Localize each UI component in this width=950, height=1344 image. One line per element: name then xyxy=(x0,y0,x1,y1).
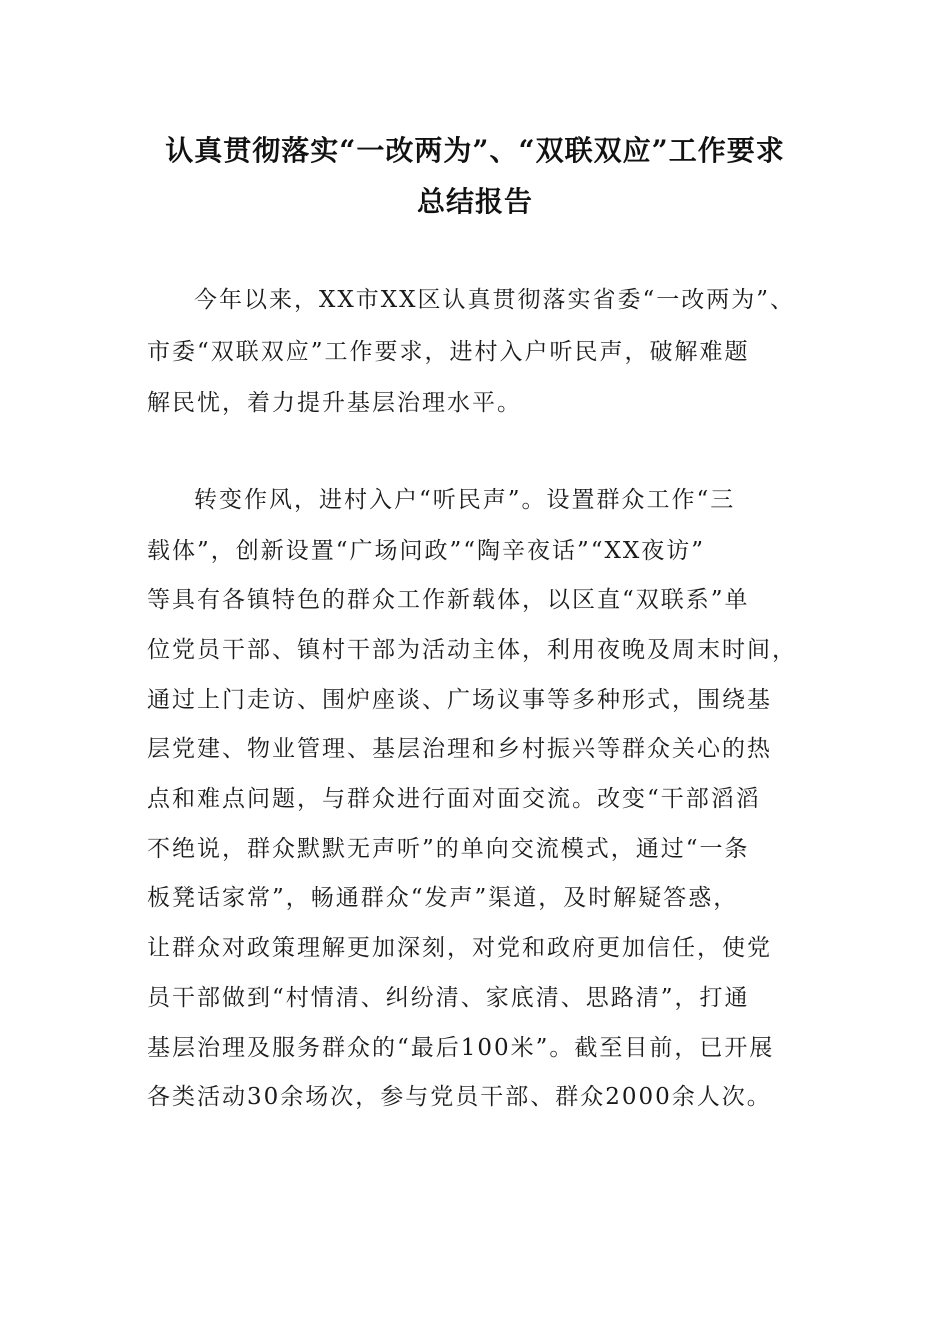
paragraph-2-line: 板凳话家常”，畅通群众“发声”渠道，及时解疑答惑， xyxy=(147,885,739,911)
paragraph-2-line: 等具有各镇特色的群众工作新载体，以区直“双联系”单 xyxy=(147,587,750,613)
document-title-line-2: 总结报告 xyxy=(416,185,533,218)
paragraph-1-line: 市委“双联双应”工作要求，进村入户听民声，破解难题 xyxy=(147,339,750,365)
paragraph-2-line: 层党建、物业管理、基层治理和乡村振兴等群众关心的热 xyxy=(147,736,772,762)
paragraph-1-line: 解民忧，着力提升基层治理水平。 xyxy=(147,390,522,416)
paragraph-2-line: 点和难点问题，与群众进行面对面交流。改变“干部滔滔 xyxy=(147,786,761,812)
paragraph-2-line: 位党员干部、镇村干部为活动主体，利用夜晚及周末时间， xyxy=(147,637,797,663)
paragraph-2-line: 各类活动30余场次，参与党员干部、群众2000余人次。 xyxy=(147,1084,772,1110)
paragraph-2-line: 载体”，创新设置“广场问政”“陶辛夜话”“XX夜访” xyxy=(147,538,706,564)
paragraph-2-line: 通过上门走访、围炉座谈、广场议事等多种形式，围绕基 xyxy=(147,687,772,713)
paragraph-2-line: 不绝说，群众默默无声听”的单向交流模式，通过“一条 xyxy=(147,836,750,862)
paragraph-1-line: 今年以来，XX市XX区认真贯彻落实省委“一改两为”、 xyxy=(194,287,796,313)
paragraph-2-line: 基层治理及服务群众的“最后100米”。截至目前，已开展 xyxy=(147,1035,775,1061)
paragraph-2-line: 让群众对政策理解更加深刻，对党和政府更加信任，使党 xyxy=(147,935,772,961)
paragraph-2-line: 员干部做到“村情清、纠纷清、家底清、思路清”，打通 xyxy=(147,985,750,1011)
paragraph-2-line: 转变作风，进村入户“听民声”。设置群众工作“三 xyxy=(194,487,736,513)
document-title-line-1: 认真贯彻落实“一改两为”、“双联双应”工作要求 xyxy=(165,134,785,167)
